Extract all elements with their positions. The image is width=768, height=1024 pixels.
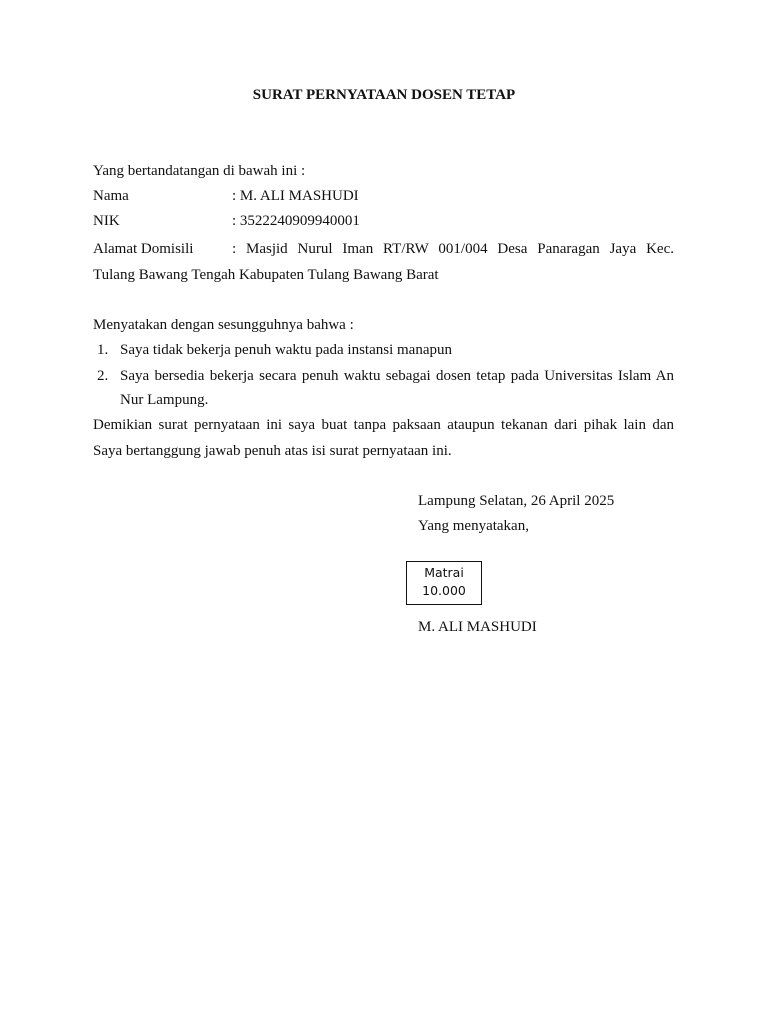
- list-item-text-continued: Nur Lampung.: [120, 392, 209, 408]
- signer-name: M. ALI MASHUDI: [418, 619, 537, 635]
- document-title: SURAT PERNYATAAN DOSEN TETAP: [252, 87, 516, 103]
- list-item-text: Saya bersedia bekerja secara penuh waktu sebagai dosen tetap pada Universitas Islam An: [120, 368, 674, 384]
- list-item-number: 1.: [97, 342, 109, 358]
- stamp-label: Matrai: [424, 565, 464, 580]
- signer-role: Yang menyatakan,: [418, 518, 529, 534]
- name-label: Nama: [93, 188, 129, 204]
- place-date: Lampung Selatan, 26 April 2025: [418, 493, 615, 509]
- stamp-box: [406, 561, 482, 605]
- stamp-value: 10.000: [422, 583, 466, 598]
- closing-text-line2: Saya bertanggung jawab penuh atas isi surat pernyataan ini.: [93, 443, 452, 459]
- list-item-text: Saya tidak bekerja penuh waktu pada instansi manapun: [120, 342, 452, 358]
- statement-intro: Menyatakan dengan sesungguhnya bahwa :: [93, 317, 354, 333]
- nik-value: : 3522240909940001: [232, 213, 360, 229]
- address-value-line2: Tulang Bawang Tengah Kabupaten Tulang Bawang Barat: [93, 267, 439, 283]
- address-label: Alamat Domisili: [93, 241, 194, 257]
- list-item-number: 2.: [97, 368, 109, 384]
- address-value-line1: : Masjid Nurul Iman RT/RW 001/004 Desa Panaragan Jaya Kec.: [232, 241, 674, 257]
- intro-text: Yang bertandatangan di bawah ini :: [93, 163, 306, 179]
- name-value: : M. ALI MASHUDI: [232, 188, 359, 204]
- nik-label: NIK: [93, 213, 120, 229]
- closing-text-line1: Demikian surat pernyataan ini saya buat tanpa paksaan ataupun tekanan dari pihak lain dan: [93, 417, 674, 433]
